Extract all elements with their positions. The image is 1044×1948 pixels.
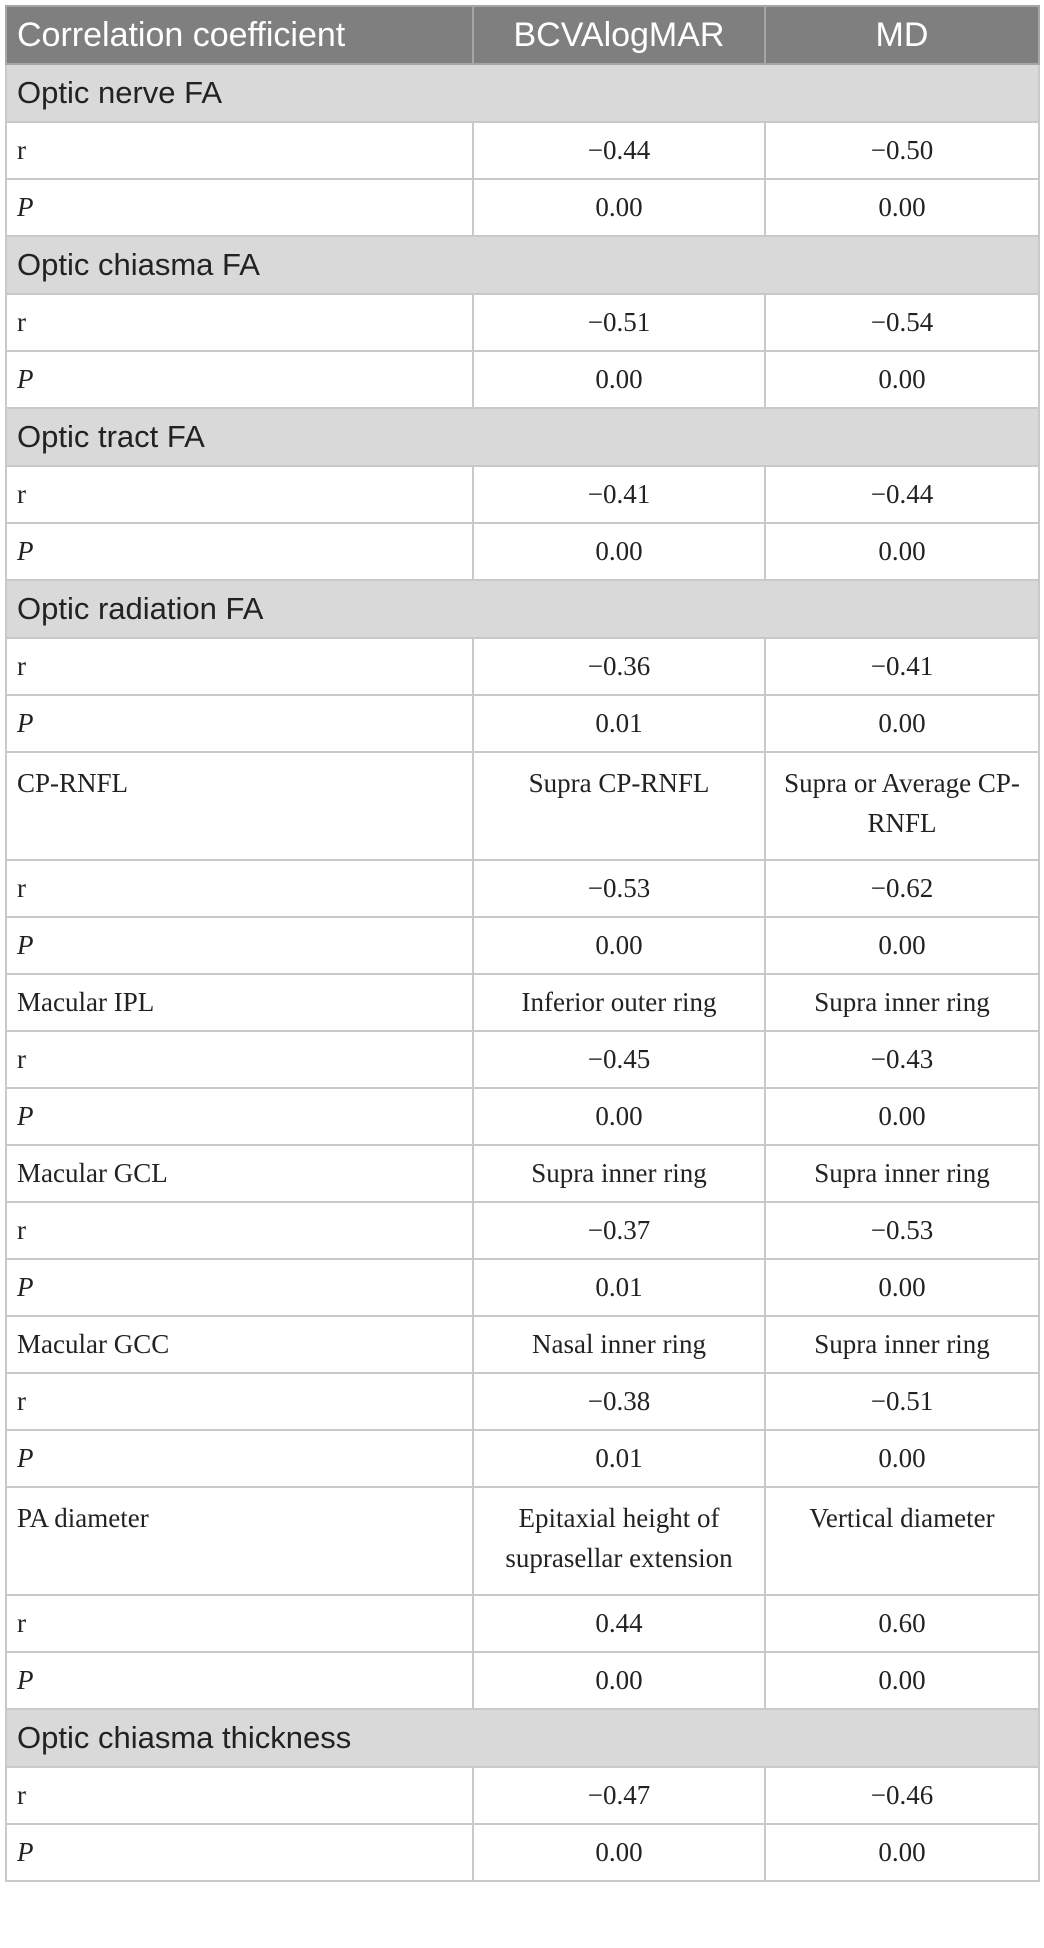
bcva-value: 0.00 bbox=[473, 1088, 765, 1145]
table-row bbox=[6, 1031, 1039, 1088]
table-row bbox=[6, 1595, 1039, 1652]
bcva-value: Inferior outer ring bbox=[473, 974, 765, 1031]
bcva-value: Supra CP-RNFL bbox=[473, 752, 765, 860]
table-row bbox=[6, 1259, 1039, 1316]
bcva-value: 0.01 bbox=[473, 1430, 765, 1487]
bcva-value: 0.01 bbox=[473, 695, 765, 752]
row-label: P bbox=[6, 351, 473, 408]
md-value: −0.54 bbox=[765, 294, 1039, 351]
row-label: r bbox=[6, 638, 473, 695]
md-value: −0.53 bbox=[765, 1202, 1039, 1259]
table-row bbox=[6, 1202, 1039, 1259]
table-row bbox=[6, 752, 1039, 860]
row-label: P bbox=[6, 917, 473, 974]
md-value: Vertical diameter bbox=[765, 1487, 1039, 1595]
bcva-value: −0.37 bbox=[473, 1202, 765, 1259]
bcva-value: −0.44 bbox=[473, 122, 765, 179]
section-label: Optic chiasma thickness bbox=[6, 1709, 1039, 1767]
table-row bbox=[6, 638, 1039, 695]
md-value: Supra inner ring bbox=[765, 1145, 1039, 1202]
row-label: P bbox=[6, 1088, 473, 1145]
section-label: Optic radiation FA bbox=[6, 580, 1039, 638]
md-value: 0.60 bbox=[765, 1595, 1039, 1652]
table-row bbox=[6, 351, 1039, 408]
md-value: 0.00 bbox=[765, 1824, 1039, 1881]
section-row bbox=[6, 236, 1039, 294]
bcva-value: Supra inner ring bbox=[473, 1145, 765, 1202]
bcva-value: −0.36 bbox=[473, 638, 765, 695]
header-bcva-logmar: BCVAlogMAR bbox=[473, 6, 765, 64]
row-label: r bbox=[6, 1202, 473, 1259]
md-value: Supra or Average CP-RNFL bbox=[765, 752, 1039, 860]
bcva-value: −0.38 bbox=[473, 1373, 765, 1430]
md-value: 0.00 bbox=[765, 179, 1039, 236]
bcva-value: 0.01 bbox=[473, 1259, 765, 1316]
md-value: 0.00 bbox=[765, 351, 1039, 408]
md-value: 0.00 bbox=[765, 695, 1039, 752]
bcva-value: −0.45 bbox=[473, 1031, 765, 1088]
row-label: r bbox=[6, 294, 473, 351]
bcva-value: 0.00 bbox=[473, 351, 765, 408]
table-row bbox=[6, 1316, 1039, 1373]
correlation-table bbox=[5, 5, 1040, 1882]
table-row bbox=[6, 1088, 1039, 1145]
row-label: P bbox=[6, 179, 473, 236]
row-label: P bbox=[6, 1652, 473, 1709]
md-value: 0.00 bbox=[765, 523, 1039, 580]
md-value: −0.62 bbox=[765, 860, 1039, 917]
table-row bbox=[6, 1373, 1039, 1430]
table-row bbox=[6, 294, 1039, 351]
table-row bbox=[6, 1824, 1039, 1881]
row-label: CP-RNFL bbox=[6, 752, 473, 860]
table-row bbox=[6, 1430, 1039, 1487]
section-row bbox=[6, 408, 1039, 466]
table-row bbox=[6, 695, 1039, 752]
bcva-value: 0.00 bbox=[473, 179, 765, 236]
bcva-value: −0.53 bbox=[473, 860, 765, 917]
md-value: −0.50 bbox=[765, 122, 1039, 179]
table-row bbox=[6, 1652, 1039, 1709]
section-label: Optic nerve FA bbox=[6, 64, 1039, 122]
section-row bbox=[6, 64, 1039, 122]
bcva-value: 0.00 bbox=[473, 1652, 765, 1709]
md-value: −0.44 bbox=[765, 466, 1039, 523]
md-value: −0.46 bbox=[765, 1767, 1039, 1824]
row-label: P bbox=[6, 1259, 473, 1316]
bcva-value: Epitaxial height of suprasellar extension bbox=[473, 1487, 765, 1595]
md-value: 0.00 bbox=[765, 1259, 1039, 1316]
md-value: 0.00 bbox=[765, 1430, 1039, 1487]
row-label: P bbox=[6, 1430, 473, 1487]
row-label: Macular GCC bbox=[6, 1316, 473, 1373]
table-row bbox=[6, 523, 1039, 580]
row-label: r bbox=[6, 1767, 473, 1824]
section-row bbox=[6, 580, 1039, 638]
header-correlation-coefficient: Correlation coefficient bbox=[6, 6, 473, 64]
row-label: r bbox=[6, 122, 473, 179]
row-label: Macular GCL bbox=[6, 1145, 473, 1202]
bcva-value: Nasal inner ring bbox=[473, 1316, 765, 1373]
row-label: PA diameter bbox=[6, 1487, 473, 1595]
section-label: Optic chiasma FA bbox=[6, 236, 1039, 294]
bcva-value: −0.47 bbox=[473, 1767, 765, 1824]
md-value: −0.43 bbox=[765, 1031, 1039, 1088]
row-label: P bbox=[6, 1824, 473, 1881]
md-value: 0.00 bbox=[765, 1652, 1039, 1709]
row-label: r bbox=[6, 1031, 473, 1088]
table-row bbox=[6, 1145, 1039, 1202]
row-label: r bbox=[6, 860, 473, 917]
table-header-row bbox=[6, 6, 1039, 64]
bcva-value: 0.00 bbox=[473, 523, 765, 580]
section-row bbox=[6, 1709, 1039, 1767]
table-row bbox=[6, 179, 1039, 236]
row-label: P bbox=[6, 695, 473, 752]
bcva-value: 0.44 bbox=[473, 1595, 765, 1652]
table-row bbox=[6, 466, 1039, 523]
table-row bbox=[6, 1487, 1039, 1595]
md-value: Supra inner ring bbox=[765, 974, 1039, 1031]
row-label: P bbox=[6, 523, 473, 580]
table-row bbox=[6, 122, 1039, 179]
row-label: r bbox=[6, 1373, 473, 1430]
table-row bbox=[6, 860, 1039, 917]
header-md: MD bbox=[765, 6, 1039, 64]
section-label: Optic tract FA bbox=[6, 408, 1039, 466]
md-value: 0.00 bbox=[765, 917, 1039, 974]
md-value: −0.51 bbox=[765, 1373, 1039, 1430]
row-label: r bbox=[6, 466, 473, 523]
md-value: −0.41 bbox=[765, 638, 1039, 695]
md-value: 0.00 bbox=[765, 1088, 1039, 1145]
bcva-value: −0.41 bbox=[473, 466, 765, 523]
row-label: r bbox=[6, 1595, 473, 1652]
row-label: Macular IPL bbox=[6, 974, 473, 1031]
table-row bbox=[6, 1767, 1039, 1824]
bcva-value: 0.00 bbox=[473, 1824, 765, 1881]
table-row bbox=[6, 974, 1039, 1031]
bcva-value: −0.51 bbox=[473, 294, 765, 351]
table-body bbox=[6, 64, 1039, 1881]
md-value: Supra inner ring bbox=[765, 1316, 1039, 1373]
table-row bbox=[6, 917, 1039, 974]
bcva-value: 0.00 bbox=[473, 917, 765, 974]
